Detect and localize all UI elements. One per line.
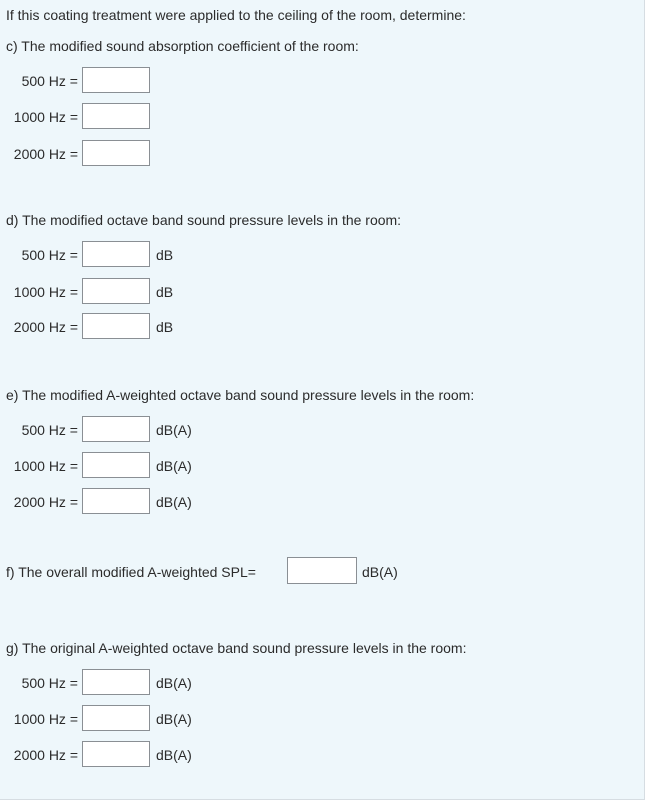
part-d-heading: d) The modified octave band sound pressure levels in the room: [6,212,402,228]
part-d-1000hz-unit: dB [156,284,174,300]
part-g-heading: g) The original A-weighted octave band sound pressure levels in the room: [6,640,467,656]
part-g-2000hz-label: 2000 Hz = [13,747,78,763]
part-d-500hz-input[interactable] [82,241,150,267]
part-e-500hz-input[interactable] [82,416,150,442]
intro-text: If this coating treatment were applied to the ceiling of the room, determine: [6,7,466,23]
part-g-1000hz-label: 1000 Hz = [13,711,78,727]
part-e-500hz-unit: dB(A) [156,422,192,438]
part-c-500hz-input[interactable] [82,67,150,93]
part-d-2000hz-label: 2000 Hz = [13,319,78,335]
part-g-2000hz-input[interactable] [82,741,150,767]
part-d-500hz-unit: dB [156,247,174,263]
part-f-unit: dB(A) [362,564,398,580]
part-g-2000hz-unit: dB(A) [156,747,192,763]
part-c-2000hz-label: 2000 Hz = [13,146,78,162]
part-g-500hz-unit: dB(A) [156,675,192,691]
part-e-2000hz-label: 2000 Hz = [13,494,78,510]
part-c-2000hz-input[interactable] [82,140,150,166]
part-d-500hz-label: 500 Hz = [21,247,78,263]
part-f-label: f) The overall modified A-weighted SPL= [6,564,256,580]
part-d-1000hz-input[interactable] [82,278,150,304]
part-d-2000hz-unit: dB [156,319,174,335]
part-g-1000hz-unit: dB(A) [156,711,192,727]
part-c-heading: c) The modified sound absorption coefficient of the room: [6,38,359,54]
part-e-1000hz-label: 1000 Hz = [13,458,78,474]
part-c-500hz-label: 500 Hz = [21,73,78,89]
part-e-2000hz-unit: dB(A) [156,494,192,510]
part-g-1000hz-input[interactable] [82,705,150,731]
part-e-500hz-label: 500 Hz = [21,422,78,438]
part-d-2000hz-input[interactable] [82,313,150,339]
part-f-overall-spl-input[interactable] [287,557,357,584]
part-c-1000hz-label: 1000 Hz = [13,109,78,125]
part-e-heading: e) The modified A-weighted octave band sound pressure levels in the room: [6,387,475,403]
part-c-1000hz-input[interactable] [82,103,150,129]
part-e-2000hz-input[interactable] [82,488,150,514]
part-e-1000hz-unit: dB(A) [156,458,192,474]
part-g-500hz-label: 500 Hz = [21,675,78,691]
part-d-1000hz-label: 1000 Hz = [13,284,78,300]
part-e-1000hz-input[interactable] [82,452,150,478]
part-g-500hz-input[interactable] [82,669,150,695]
